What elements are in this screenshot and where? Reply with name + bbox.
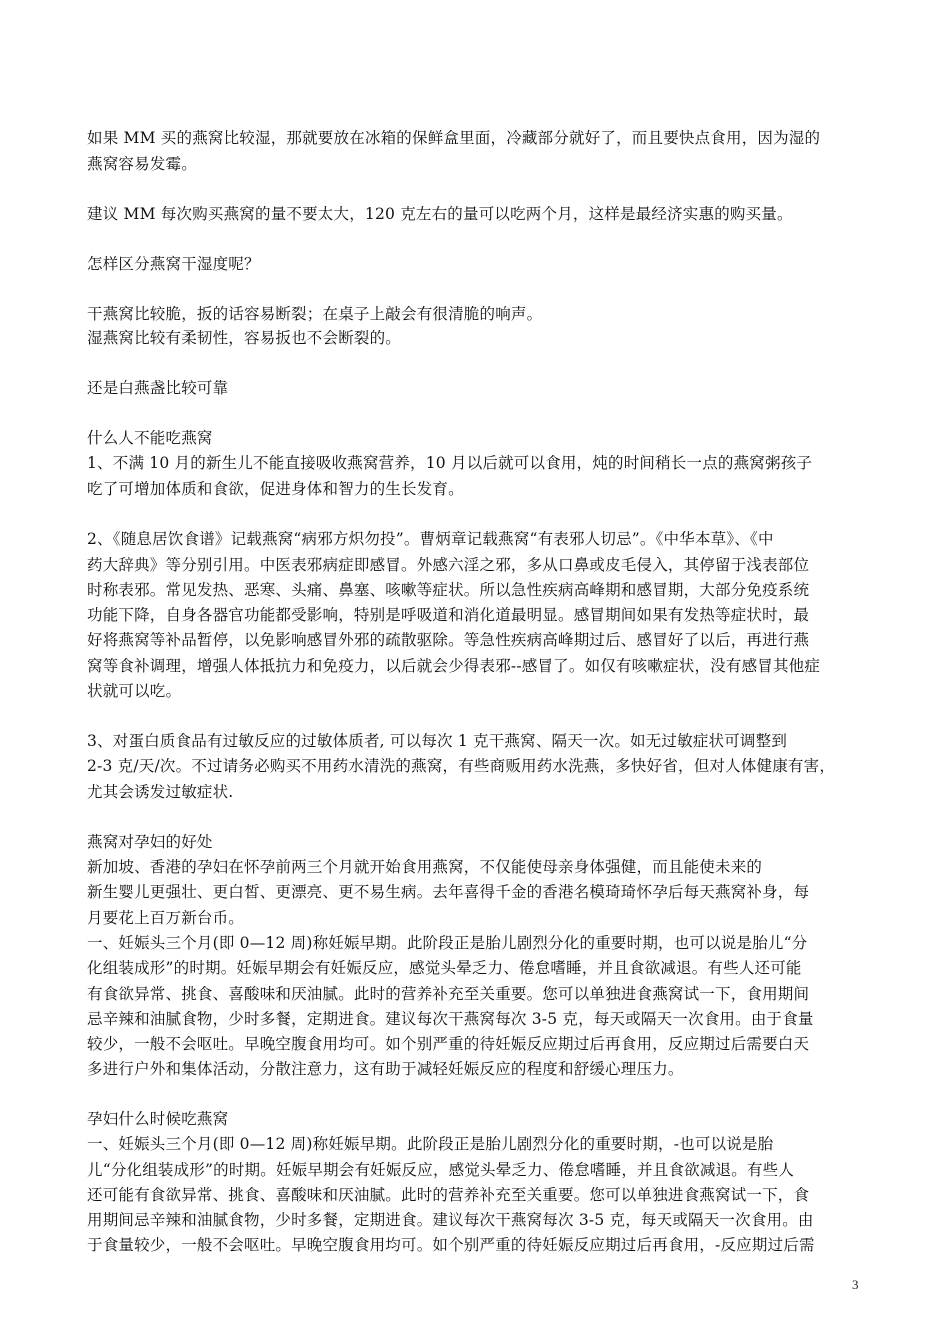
text-line: 2、《随息居饮食谱》记载燕窝“病邪方炽勿投”。曹炳章记载燕窝“有表邪人切忌”。《中华本草》、《中	[87, 530, 774, 548]
text-line: 月要花上百万新台币。	[87, 909, 245, 927]
text-line: 化组装成形”的时期。妊娠早期会有妊娠反应，感觉头晕乏力、倦怠嗜睡，并且食欲减退。有些人还可能	[87, 959, 802, 977]
text-line: 吃了可增加体质和食欲，促进身体和智力的生长发育。	[87, 480, 464, 498]
text-line: 燕窝对孕妇的好处	[87, 833, 213, 851]
text-line: 1、不满 10 月的新生儿不能直接吸收燕窝营养，10 月以后就可以食用，炖的时间稍长一点的燕窝粥孩子	[87, 454, 813, 472]
text-line: 时称表邪。常见发热、恶寒、头痛、鼻塞、咳嗽等症状。所以急性疾病高峰期和感冒期，大部分免疫系统	[87, 581, 810, 599]
text-line: 儿“分化组装成形”的时期。妊娠早期会有妊娠反应，感觉头晕乏力、倦怠嗜睡，并且食欲减退。有些人	[87, 1161, 795, 1179]
text-line: 3、对蛋白质食品有过敏反应的过敏体质者, 可以每次 1 克干燕窝、隔天一次。如无过敏症状可调整到	[87, 732, 788, 750]
text-line: 状就可以吃。	[87, 682, 182, 700]
text-line: 功能下降，自身各器官功能都受影响，特别是呼吸道和消化道最明显。感冒期间如果有发热等症状时，最	[87, 606, 810, 624]
text-line: 用期间忌辛辣和油腻食物，少时多餐，定期进食。建议每次干燕窝每次 3-5 克，每天或隔天一次食用。由	[87, 1211, 814, 1229]
text-line: 新加坡、香港的孕妇在怀孕前两三个月就开始食用燕窝，不仅能使母亲身体强健，而且能使未来的	[87, 858, 763, 876]
text-line: 多进行户外和集体活动，分散注意力，这有助于减轻妊娠反应的程度和舒缓心理压力。	[87, 1060, 684, 1078]
text-line: 一、妊娠头三个月(即 0—12 周)称妊娠早期。此阶段正是胎儿剧烈分化的重要时期，也可以说是胎儿“分	[87, 934, 808, 952]
text-line: 燕窝容易发霉。	[87, 155, 197, 173]
text-line: 忌辛辣和油腻食物，少时多餐，定期进食。建议每次干燕窝每次 3-5 克，每天或隔天一次食用。由于食量	[87, 1010, 814, 1028]
text-line: 药大辞典》等分别引用。中医表邪病症即感冒。外感六淫之邪，多从口鼻或皮毛侵入，其停留于浅表部位	[87, 556, 810, 574]
text-line: 湿燕窝比较有柔韧性，容易扳也不会断裂的。	[87, 329, 402, 347]
text-line: 尤其会诱发过敏症状.	[87, 783, 234, 801]
text-line: 于食量较少，一般不会呕吐。早晚空腹食用均可。如个别严重的待妊娠反应期过后再食用，-反应期过后需	[87, 1236, 815, 1254]
text-line: 2-3 克/天/次。不过请务必购买不用药水清洗的燕窝，有些商贩用药水洗燕，多快好省，但对人体健康有害，	[87, 757, 836, 775]
text-line: 新生婴儿更强壮、更白皙、更漂亮、更不易生病。去年喜得千金的香港名模琦琦怀孕后每天燕窝补身，每	[87, 883, 810, 901]
text-line: 孕妇什么时候吃燕窝	[87, 1110, 229, 1128]
text-line: 好将燕窝等补品暂停，以免影响感冒外邪的疏散驱除。等急性疾病高峰期过后、感冒好了以后，再进行燕	[87, 631, 810, 649]
text-line: 还可能有食欲异常、挑食、喜酸味和厌油腻。此时的营养补充至关重要。您可以单独进食燕窝试一下，食	[87, 1186, 810, 1204]
page-number: 3	[852, 1277, 859, 1292]
text-line: 还是白燕盏比较可靠	[87, 379, 229, 397]
text-line: 干燕窝比较脆，扳的话容易断裂；在桌子上敲会有很清脆的响声。	[87, 305, 543, 323]
text-line: 什么人不能吃燕窝	[87, 429, 213, 447]
text-line: 怎样区分燕窝干湿度呢？	[87, 255, 260, 273]
text-line: 窝等食补调理，增强人体抵抗力和免疫力，以后就会少得表邪--感冒了。如仅有咳嗽症状，没有感冒其他症	[87, 657, 821, 675]
text-line: 建议 MM 每次购买燕窝的量不要太大，120 克左右的量可以吃两个月，这样是最经济实惠的购买量。	[87, 205, 793, 223]
text-line: 如果 MM 买的燕窝比较湿，那就要放在冰箱的保鲜盒里面，冷藏部分就好了，而且要快点食用，因为湿的	[87, 129, 821, 147]
text-line: 有食欲异常、挑食、喜酸味和厌油腻。此时的营养补充至关重要。您可以单独进食燕窝试一下，食用期间	[87, 985, 810, 1003]
text-line: 较少，一般不会呕吐。早晚空腹食用均可。如个别严重的待妊娠反应期过后再食用，反应期过后需要白天	[87, 1035, 810, 1053]
text-line: 一、妊娠头三个月(即 0—12 周)称妊娠早期。此阶段正是胎儿剧烈分化的重要时期，-也可以说是胎	[87, 1135, 774, 1153]
